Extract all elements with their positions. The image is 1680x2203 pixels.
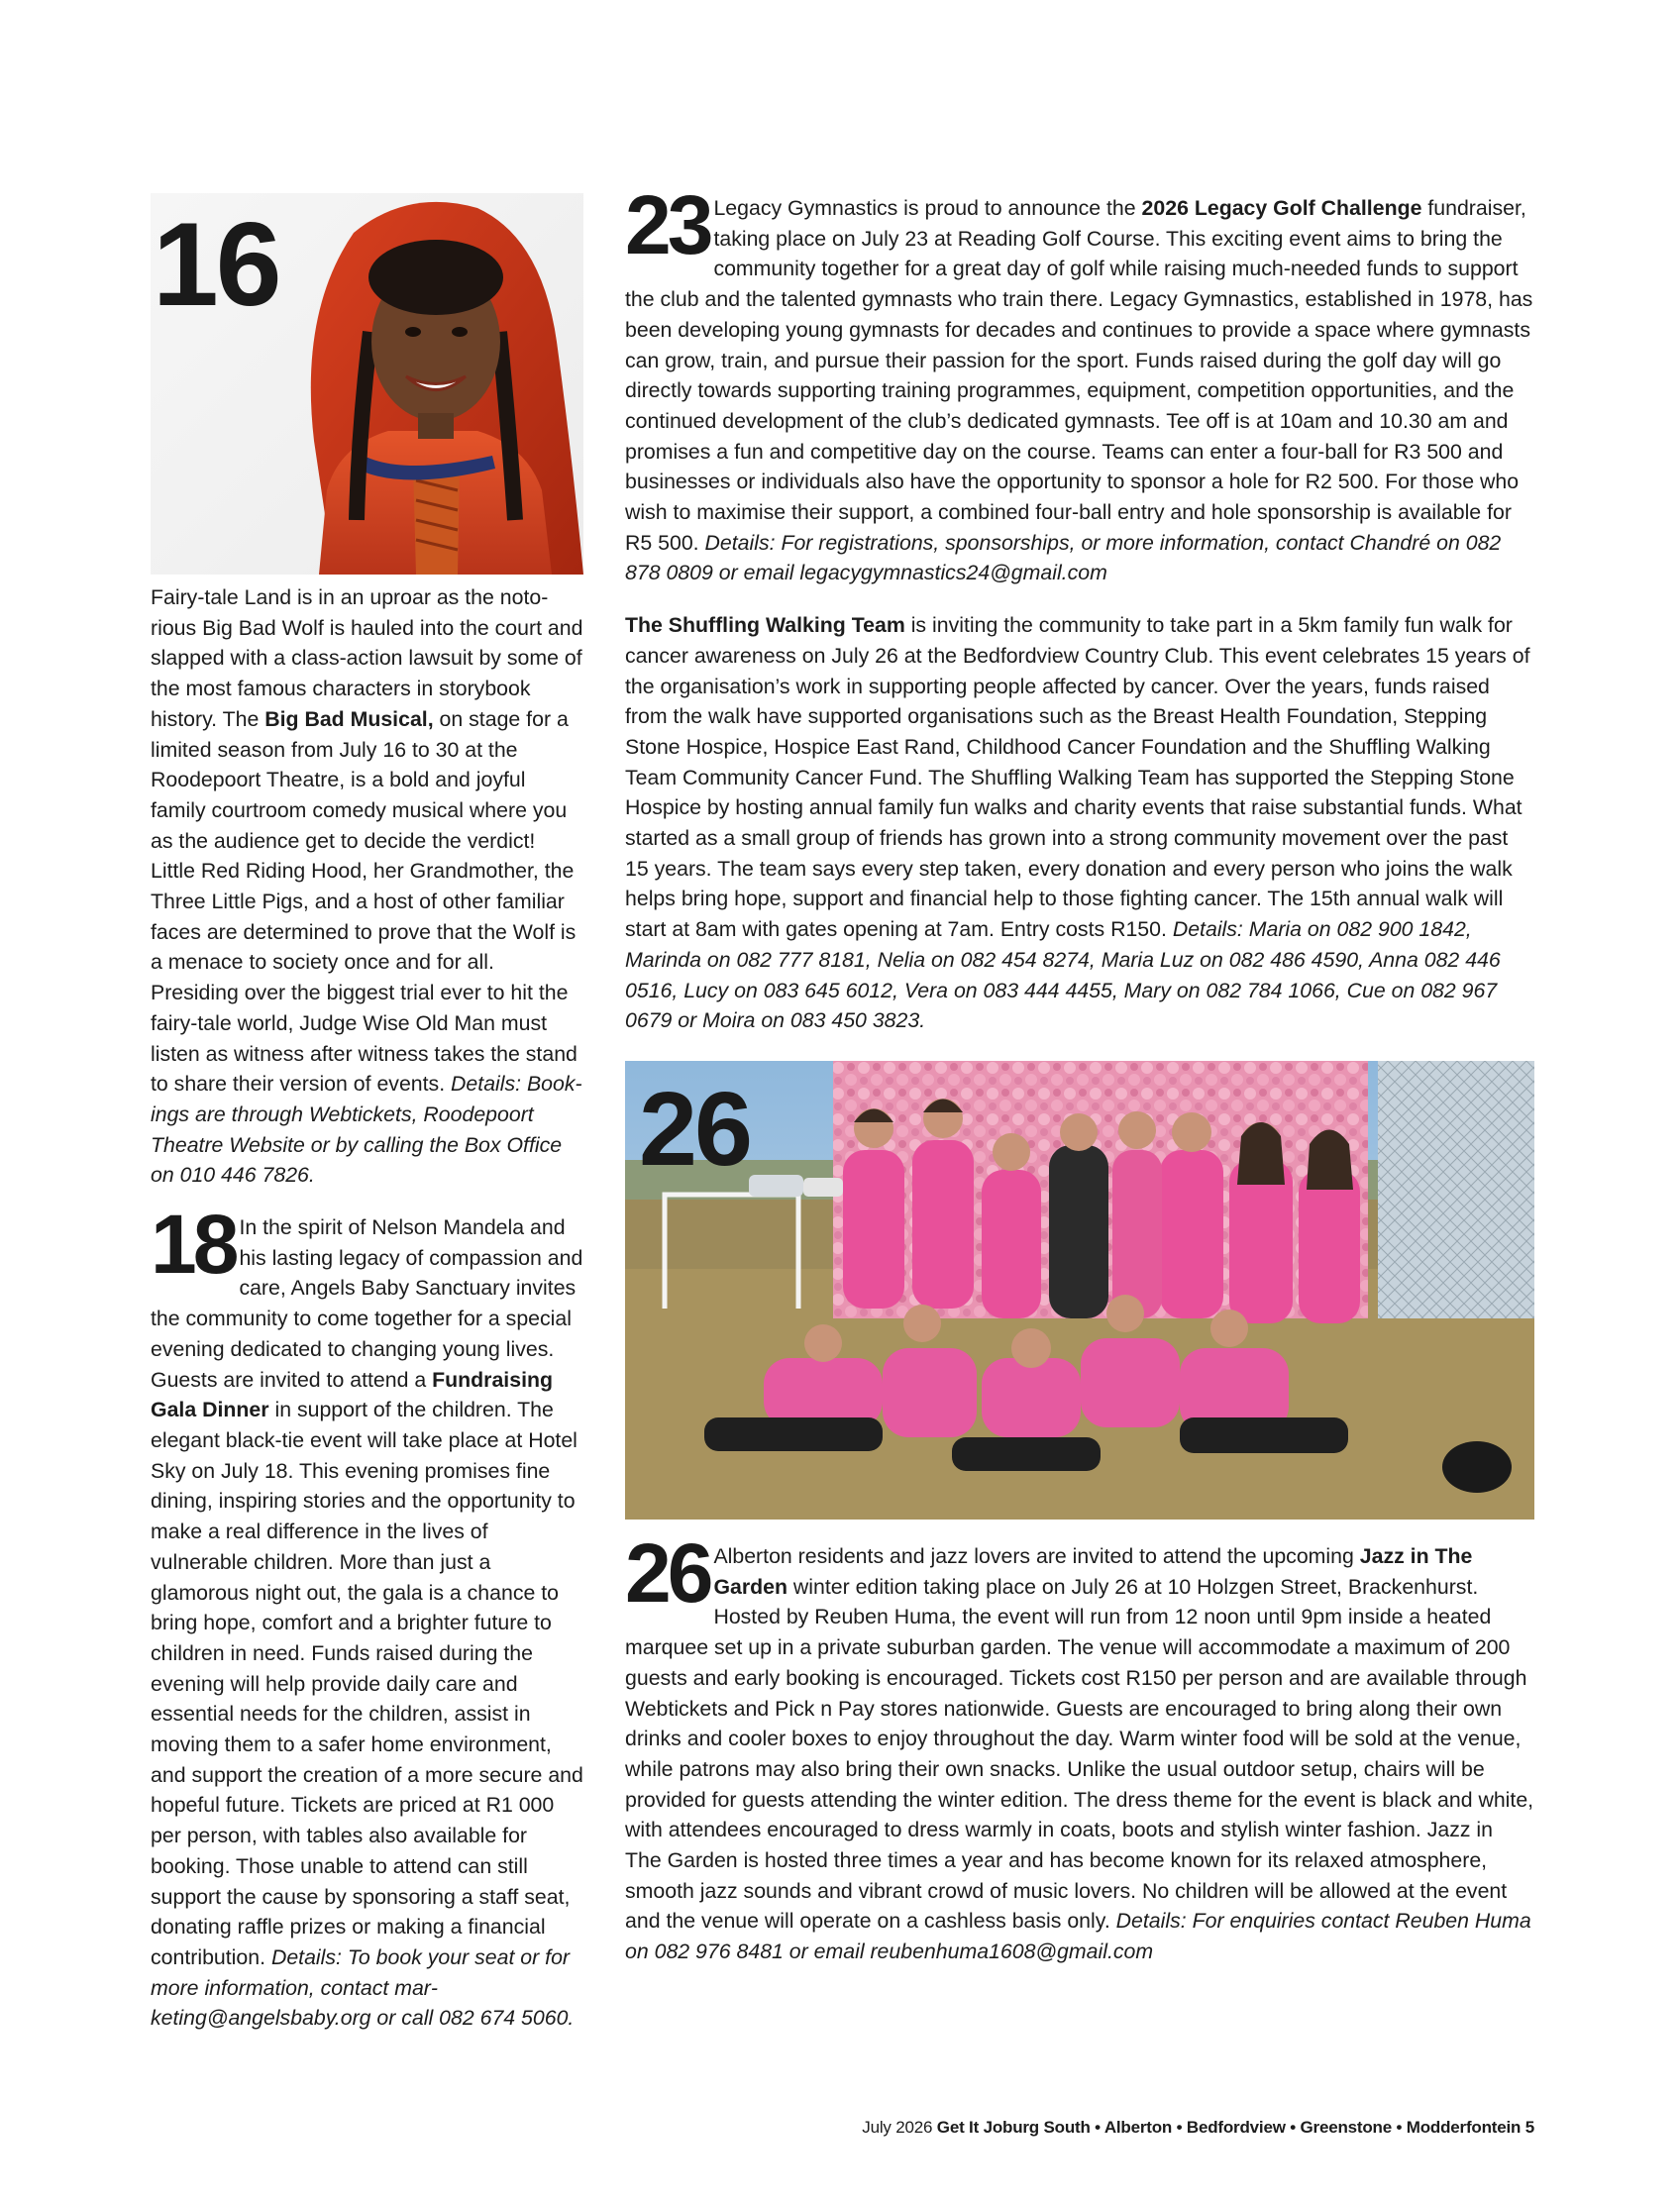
photo-shuffling-walking-team xyxy=(625,1061,1534,1520)
article-number-26: 26 xyxy=(625,1525,710,1620)
footer-month: July 2026 xyxy=(862,2118,933,2137)
article-number-23: 23 xyxy=(625,178,710,271)
article-16-details: Details: Bookings are through Webtickets, Roodepoort Theatre Website or by calling the Box Office on 010 446 7826. xyxy=(151,1072,582,1188)
event-title-jazz-in-the-garden: Jazz in The Garden xyxy=(713,1543,1473,1599)
article-shuffling-details: Details: Maria on 082 900 1842, Marinda on 082 777 8181, Nelia on 082 454 8274, Maria Luz on 082 486 4590, Anna 082 446 0516, Lucy on 083 645 6012, Vera on 083 444 4455, Mary on 082 784 1066, Cue on 082 967 0679 or Moira on 083 450 3823. xyxy=(625,917,1501,1033)
photo-number-26: 26 xyxy=(639,1070,750,1188)
event-title-big-bad-musical: Big Bad Musical, xyxy=(264,706,434,731)
article-18-details: Details: To book your seat or for more information, contact marketing@angelsbaby.org or call 082 674 5060. xyxy=(151,1944,575,2031)
article-number-16: 16 xyxy=(153,198,279,331)
walking-team-group-photo xyxy=(625,1061,1534,1520)
left-column xyxy=(151,193,583,2034)
article-shuffling-text: The Shuffling Walking Team is inviting the community to take part in a 5km family fun walk for cancer awareness on July 26 at the Bedfordview Country Club. This event celebrates 15 years of the organisation’s work in supporting people affected by cancer. Over the years, funds raised from the walk have supported organisations such as the Breast Health Foundation, Stepping Stone Hospice, Hospice East Rand, Childhood Cancer Foundation and the Shuffling Walking Team Community Cancer Fund. The Shuffling Walking Team has supported the Stepping Stone Hospice by hosting annual family fun walks and charity events that raise substantial funds. What started as a small group of friends has grown into a strong community movement over the past 15 years. The team says every step taken, every donation and every person who joins the walk helps bring hope, support and financial help to those fighting cancer. The 15th annual walk will start at 8am with gates opening at 7am. Entry costs R150. Details: Maria on 082 900 1842, Marinda on 082 777 8181, Nelia on 082 454 8274, Maria Luz on 082 486 4590, Anna 082 446 0516, Lucy on 083 645 6012, Vera on 083 444 4455, Mary on 082 784 1066, Cue on 082 967 0679 or Moira on 083 450 3823. xyxy=(625,613,1530,1033)
page-footer xyxy=(862,2118,1534,2138)
article-16-text: Fairy-tale Land is in an uproar as the notorious Big Bad Wolf is hauled into the court and slapped with a class-action lawsuit by some of the most famous characters in storybook history. The Big Bad Musical, on stage for a limited season from July 16 to 30 at the Roodepoort Theatre, is a bold and joyful family courtroom comedy musical where you as the audience get to decide the verdict! Little Red Riding Hood, her Grandmother, the Three Little Pigs, and a host of other familiar faces are determined to prove that the Wolf is a menace to society once and for all. Presiding over the biggest trial ever to hit the fairy-tale world, Judge Wise Old Man must listen as witness after witness takes the stand to share their version of events. Details: Bookings are through Webtickets, Roodepoort Theatre Website or by calling the Box Office on 010 446 7826. xyxy=(151,585,583,1188)
article-26-details: Details: For enquiries contact Reuben Huma on 082 976 8481 or email reubenhuma1608@gmail.com xyxy=(625,1909,1531,1964)
photo-big-bad-musical xyxy=(151,193,583,575)
article-26-text: 26 Alberton residents and jazz lovers are invited to attend the upcoming Jazz in The Garden winter edition taking place on July 26 at 10 Holzgen Street, Brackenhurst. Hosted by Reuben Huma, the event will run from 12 noon until 9pm inside a heated marquee set up in a private suburban garden. The venue will accommodate a maximum of 200 guests and early booking is encouraged. Tickets cost R150 per person and are available through Webtickets and Pick n Pay stores nationwide. Guests are encouraged to bring along their own drinks and cooler boxes to enjoy throughout the day. Warm winter food will be sold at the venue, while patrons may also bring their own snacks. Unlike the usual outdoor setup, chairs will be provided for guests attending the winter edition. The dress theme for the event is black and white, with attendees encouraged to dress warmly in coats, boots and stylish winter fashion. Jazz in The Garden is hosted three times a year and has become known for its relaxed atmosphere, smooth jazz sounds and vibrant crowd of music lovers. No children will be allowed at the event and the venue will operate on a cashless basis only. Details: For enquiries contact Reuben Huma on 082 976 8481 or email reubenhuma1608@gmail.com xyxy=(625,1525,1534,1964)
event-title-shuffling-walking-team: The Shuffling Walking Team xyxy=(625,613,905,638)
article-18-text: 18 In the spirit of Nelson Mandela and his lasting legacy of compassion and care, Angels Baby Sanctuary invites the community to come together for a special evening dedicated to changing young lives. Guests are invited to attend a Fundraising Gala Dinner in support of the children. The elegant black-tie event will take place at Hotel Sky on July 18. This evening promises fine dining, inspiring stories and the opportunity to make a real difference in the lives of vulnerable children. More than just a glamorous night out, the gala is a chance to bring hope, comfort and a brighter future to children in need. Funds raised during the evening will help provide daily care and essential needs for the children, assist in moving them to a safer home environment, and support the creation of a more secure and hopeful future. Tickets are priced at R1 000 per person, with tables also available for booking. Those unable to attend can still support the cause by sponsoring a staff seat, donating raffle prizes or making a financial contribution. Details: To book your seat or for more information, contact marketing@angelsbaby.org or call 082 674 5060. xyxy=(151,1198,583,2031)
article-number-18: 18 xyxy=(151,1198,236,1292)
footer-publication: Get It Joburg South • Alberton • Bedfordview • Greenstone • Modderfontein 5 xyxy=(936,2118,1534,2137)
article-23-details: Details: For registrations, sponsorships, or more information, contact Chandré on 082 878 0809 or email legacygymnastics24@gmail.com xyxy=(625,530,1502,585)
event-title-fundraising-gala: Fundraising Gala Dinner xyxy=(151,1367,554,1422)
event-title-legacy-golf: 2026 Legacy Golf Challenge xyxy=(1141,196,1422,220)
article-23-text: 23 Legacy Gymnastics is proud to announce the 2026 Legacy Golf Challenge fundraiser, taking place on July 23 at Reading Golf Course. This exciting event aims to bring the community together for a great day of golf while raising much-needed funds to support the club and the talented gymnasts who train there. Legacy Gymnastics, established in 1978, has been developing young gymnasts for decades and continues to provide a space where gymnasts can grow, train, and pursue their passion for the sport. Funds raised during the golf day will go directly towards supporting training programmes, equipment, competition opportunities, and the continued development of the club’s dedicated gymnasts. Tee off is at 10am and 10.30 am and promises a fun and competitive day on the course. Teams can enter a four-ball for R3 500 and businesses or individuals also have the opportunity to sponsor a hole for R2 500. For those who wish to maximise their support, a combined four-ball entry and hole sponsorship is available for R5 500. Details: For registrations, sponsorships, or more information, contact Chandré on 082 878 0809 or email legacygymnastics24@gmail.com xyxy=(625,178,1533,585)
right-column xyxy=(625,178,1534,1967)
